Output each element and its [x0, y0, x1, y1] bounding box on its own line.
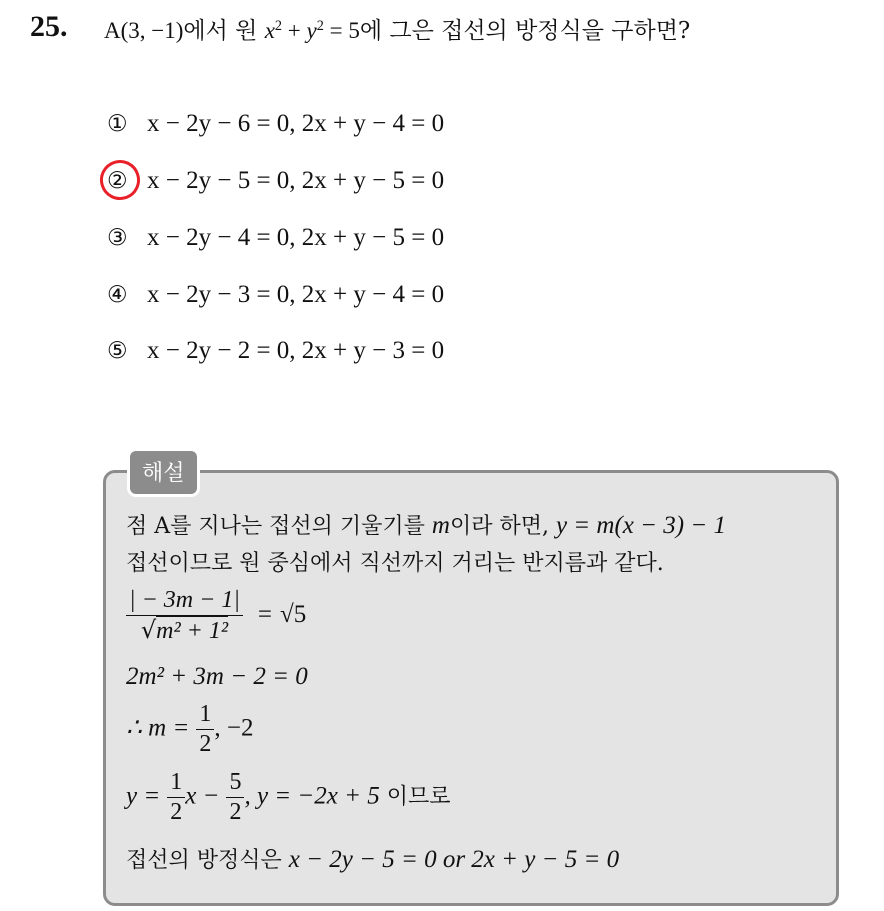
question-number: 25.	[30, 10, 68, 43]
sqrt-body: m² + 1²	[156, 618, 229, 645]
choice-2[interactable]	[107, 163, 444, 199]
question-text-a: 에서 원	[183, 18, 265, 44]
sqrt-symbol: √	[140, 616, 157, 645]
half-numerator: 1	[196, 702, 214, 730]
solution-line-5	[126, 702, 253, 757]
slope-variable: m	[431, 512, 450, 539]
choice-2-equation: x − 2y − 5 = 0, 2x + y − 5 = 0	[147, 167, 445, 194]
equals-sign: =	[257, 601, 273, 629]
question-point: A(3, −1)	[104, 18, 184, 43]
choice-4-equation: x − 2y − 3 = 0, 2x + y − 4 = 0	[147, 281, 445, 308]
root-five: √5	[280, 601, 307, 629]
half-fraction	[196, 702, 214, 757]
line6-half-denominator: 2	[170, 799, 183, 826]
circle-y: y	[306, 18, 317, 43]
circle-radius: = 5	[323, 18, 360, 43]
therefore-m: ∴ m =	[126, 714, 190, 742]
solution-line-6	[126, 770, 451, 825]
question-text: A(3, −1)에서 원 $x^2 + y^2 = 5$에 그은 접선의 방정식을 구하면?	[104, 18, 691, 44]
solution-line-7	[126, 843, 619, 874]
circle-x: x	[264, 18, 275, 43]
distance-fraction	[126, 588, 243, 644]
choice-1-mark: ①	[107, 111, 128, 137]
solution-distance-equation	[126, 588, 306, 644]
solution-title: 해설	[127, 448, 200, 497]
choice-3-equation: x − 2y − 4 = 0, 2x + y − 5 = 0	[147, 224, 445, 251]
x-exponent: 2	[274, 18, 283, 35]
distance-numerator: | − 3m − 1|	[126, 588, 243, 616]
half-denominator: 2	[199, 731, 212, 758]
choice-5-mark: ⑤	[107, 338, 128, 364]
question-text-b: 에 그은 접선의 방정식을 구하면?	[359, 18, 691, 44]
line6-x-minus: x −	[185, 782, 220, 810]
choice-1-equation: x − 2y − 6 = 0, 2x + y − 4 = 0	[147, 110, 445, 137]
choice-4-mark: ④	[107, 282, 128, 308]
y-exponent: 2	[316, 18, 324, 35]
choice-3[interactable]	[107, 220, 444, 256]
line6-half-fraction	[167, 770, 185, 825]
final-answer-equation: x − 2y − 5 = 0 or 2x + y − 5 = 0	[288, 846, 620, 873]
choice-2-mark-glyph: ②	[107, 168, 128, 194]
choice-5-equation: x − 2y − 2 = 0, 2x + y − 3 = 0	[147, 337, 445, 364]
solution-line-1-text: 점 A를 지나는 접선의 기울기를	[126, 514, 432, 539]
five-halves-numerator: 5	[226, 770, 244, 798]
second-tangent-line: , y = −2x + 5	[244, 782, 380, 810]
solution-line-4	[126, 663, 308, 691]
choice-2-mark	[107, 168, 147, 194]
choice-5[interactable]	[107, 333, 444, 369]
quadratic-equation: 2m² + 3m − 2 = 0	[126, 663, 308, 690]
line6-y-equals: y =	[126, 782, 161, 810]
choice-3-mark: ③	[107, 225, 128, 251]
five-halves-fraction	[226, 770, 244, 825]
solution-line-1	[126, 509, 726, 540]
solution-line-2: 접선이므로 원 중심에서 직선까지 거리는 반지름과 같다.	[126, 551, 664, 576]
distance-denominator	[138, 616, 231, 644]
selected-answer-circle	[95, 155, 145, 205]
solution-line-1-text2: 이라 하면,	[449, 514, 556, 539]
solution-line-7-text: 접선의 방정식은	[126, 848, 289, 873]
choice-4[interactable]	[107, 277, 444, 313]
line6-half-numerator: 1	[167, 770, 185, 798]
choice-1[interactable]	[107, 106, 444, 142]
tangent-line-equation: y = m(x − 3) − 1	[555, 512, 726, 539]
line6-suffix: 이므로	[379, 784, 451, 810]
second-root: , −2	[214, 714, 254, 742]
five-halves-denominator: 2	[229, 799, 242, 826]
